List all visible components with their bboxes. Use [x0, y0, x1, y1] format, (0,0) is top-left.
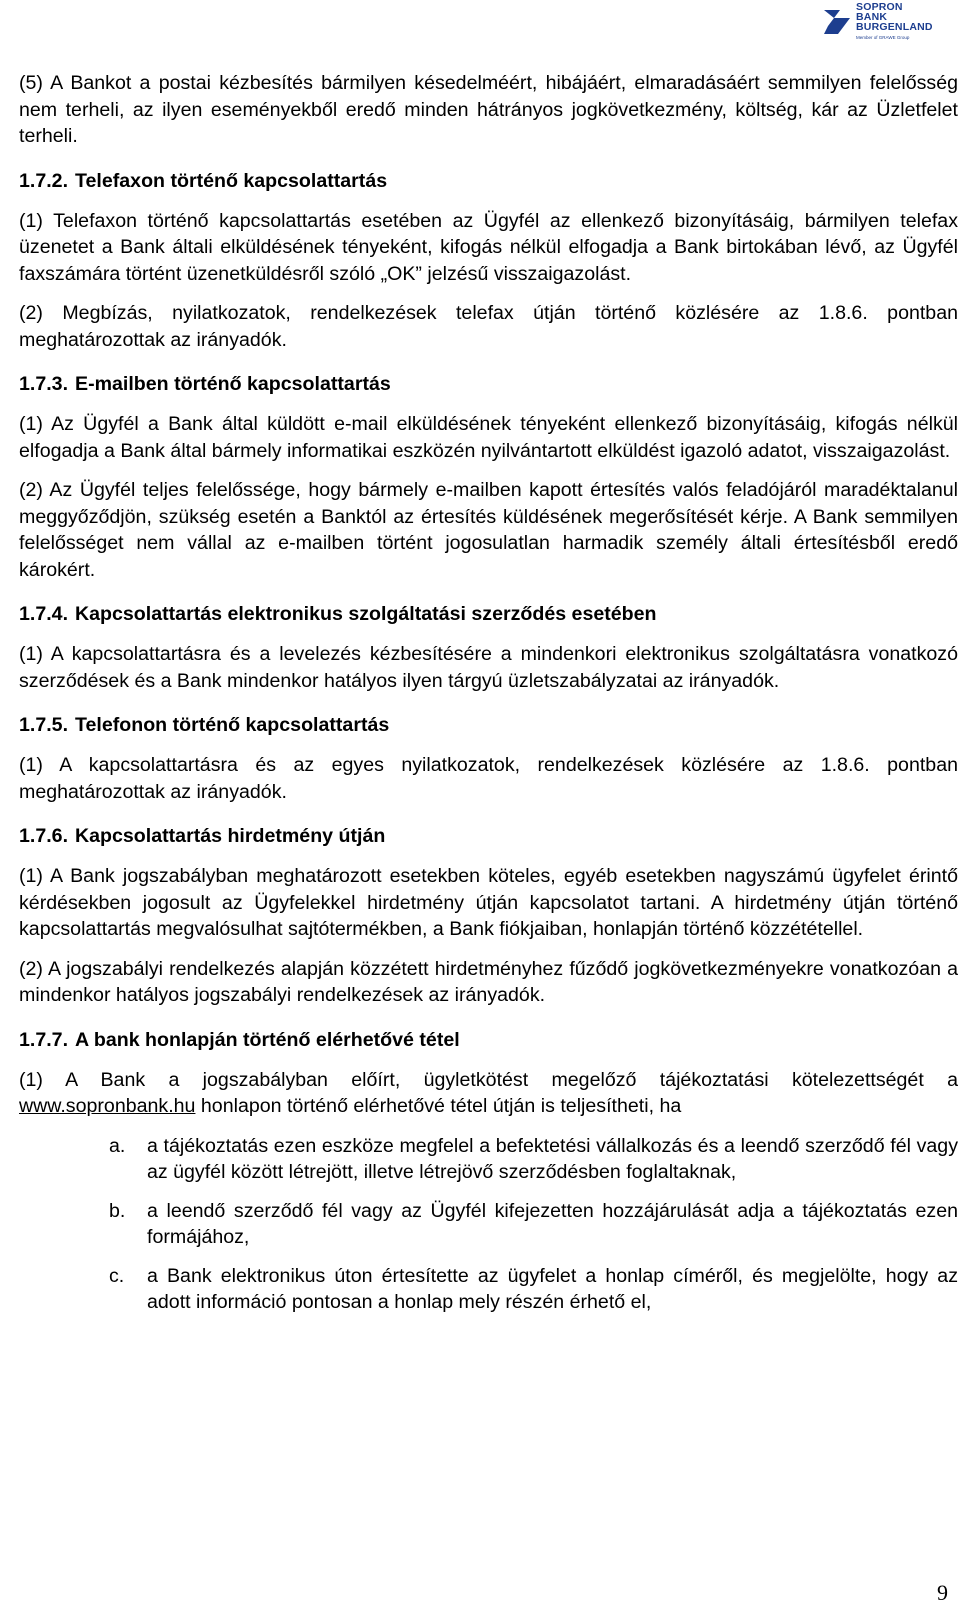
section-heading-1-7-5 [19, 712, 958, 738]
section-number: 1.7.3. [19, 373, 69, 395]
logo-line-3: BURGENLAND [856, 21, 933, 33]
logo-line-1: SOPRON [856, 1, 903, 13]
list-item-text: a tájékoztatás ezen eszköze megfelel a befektetési vállalkozás és a leendő szerződő fél vagy az ügyfél között létrejött, illetve létrejövő szerződésben foglaltaknak, [147, 1134, 958, 1183]
logo-wordmark [856, 2, 933, 32]
paragraph [19, 1067, 958, 1120]
section-number: 1.7.4. [19, 603, 69, 625]
list-item [19, 1198, 958, 1251]
section-heading-1-7-7 [19, 1027, 958, 1053]
paragraph: (1) Az Ügyfél a Bank által küldött e-mail elküldésének tényeként ellenkező bizonyításáig, kifogás nélkül elfogadja a Bank által bármely informatikai eszközén nyilvántartott elküldést igazoló adatot, visszaigazolást. [19, 413, 958, 462]
list-item-text: a leendő szerződő fél vagy az Ügyfél kifejezetten hozzájárulását adja a tájékoztatás ezen formájához, [147, 1199, 958, 1248]
section-heading-1-7-2 [19, 168, 958, 194]
condition-list [19, 1133, 958, 1316]
paragraph: (1) Telefaxon történő kapcsolattartás esetében az Ügyfél az ellenkező bizonyításáig, bármilyen telefax üzenetet a Bank általi elküldésének tényeként, kifogás nélkül elfogadja a Bank birtokában lévő, az Ügyfél faxszámára történt üzenetküldésről szóló „OK” jelzésű visszaigazolást. [19, 209, 958, 285]
section-title: Telefonon történő kapcsolattartás [75, 714, 390, 736]
section-number: 1.7.5. [19, 714, 69, 736]
paragraph-text: (1) A Bank a jogszabályban előírt, ügyletkötést megelőző tájékoztatási kötelezettségét a [19, 1068, 958, 1091]
paragraph: (1) A kapcsolattartásra és az egyes nyilatkozatok, rendelkezések közlésére az 1.8.6. pontban meghatározottak az irányadók. [19, 754, 958, 803]
paragraph-text: honlapon történő elérhetővé tétel útján is teljesítheti, ha [195, 1095, 682, 1117]
website-link[interactable]: www.sopronbank.hu [19, 1095, 196, 1117]
logo-mark-icon [822, 6, 852, 38]
section-title: Kapcsolattartás elektronikus szolgáltatási szerződés esetében [75, 603, 657, 625]
paragraph: (2) A jogszabályi rendelkezés alapján közzétett hirdetményhez fűződő jogkövetkezményekre vonatkozóan a mindenkor hatályos jogszabályi rendelkezések az irányadók. [19, 957, 958, 1006]
section-number: 1.7.2. [19, 169, 69, 192]
section-title: A bank honlapján történő elérhetővé tétel [75, 1028, 460, 1051]
list-marker: b. [109, 1199, 126, 1222]
paragraph: (2) Megbízás, nyilatkozatok, rendelkezések telefax útján történő közlésére az 1.8.6. pontban meghatározottak az irányadók. [19, 302, 958, 351]
logo-line-2: BANK [856, 11, 888, 23]
logo-member-text: Member of GRAWE Group [856, 35, 910, 40]
paragraph: (1) A Bank jogszabályban meghatározott esetekben köteles, egyéb esetekben nagyszámú ügyfelet érintő kérdésekben jogosult az Ügyfelekkel hirdetmény útján kapcsolatot tartani. A hirdetmény útján történő kapcsolattartás megvalósulhat sajtótermékben, a Bank fiókjaiban, honlapján történő közzététellel. [19, 865, 958, 940]
list-item-text: a Bank elektronikus úton értesítette az ügyfelet a honlap címéről, és megjelölte, hogy az adott információ pontosan a honlap mely részén érhető el, [147, 1264, 958, 1313]
section-title: E-mailben történő kapcsolattartás [75, 373, 391, 395]
section-number: 1.7.6. [19, 825, 69, 847]
document-body [19, 70, 958, 1328]
list-marker: c. [109, 1264, 125, 1287]
section-title: Kapcsolattartás hirdetmény útján [75, 825, 386, 847]
section-heading-1-7-3 [19, 371, 958, 397]
section-heading-1-7-6 [19, 823, 958, 849]
paragraph: (2) Az Ügyfél teljes felelőssége, hogy bármely e-mailben kapott értesítés valós feladójáról maradéktalanul meggyőződjön, szükség esetén a Banktól az értesítés küldésének megerősítését kérje. A Bank semmilyen felelősséget nem vállal az e-mailben történt jogosulatlan harmadik személy általi értesítésből eredő károkért. [19, 479, 958, 581]
bank-logo [822, 2, 942, 40]
page-number: 9 [937, 1580, 948, 1605]
paragraph: (1) A kapcsolattartásra és a levelezés kézbesítésére a mindenkori elektronikus szolgáltatásra vonatkozó szerződések és a Bank mindenkor hatályos ilyen tárgyú üzletszabályzatai az irányadók. [19, 643, 958, 692]
paragraph-intro: (5) A Bankot a postai kézbesítés bármilyen késedelméért, hibájáért, elmaradásáért semmilyen felelősség nem terheli, az ilyen eseményekből eredő minden hátrányos jogkövetkezmény, költség, kár az Üzletfelet terheli. [19, 72, 958, 147]
section-number: 1.7.7. [19, 1028, 69, 1051]
list-marker: a. [109, 1134, 126, 1157]
list-item [19, 1263, 958, 1316]
list-item [19, 1133, 958, 1186]
section-title: Telefaxon történő kapcsolattartás [75, 169, 388, 192]
section-heading-1-7-4 [19, 601, 958, 627]
